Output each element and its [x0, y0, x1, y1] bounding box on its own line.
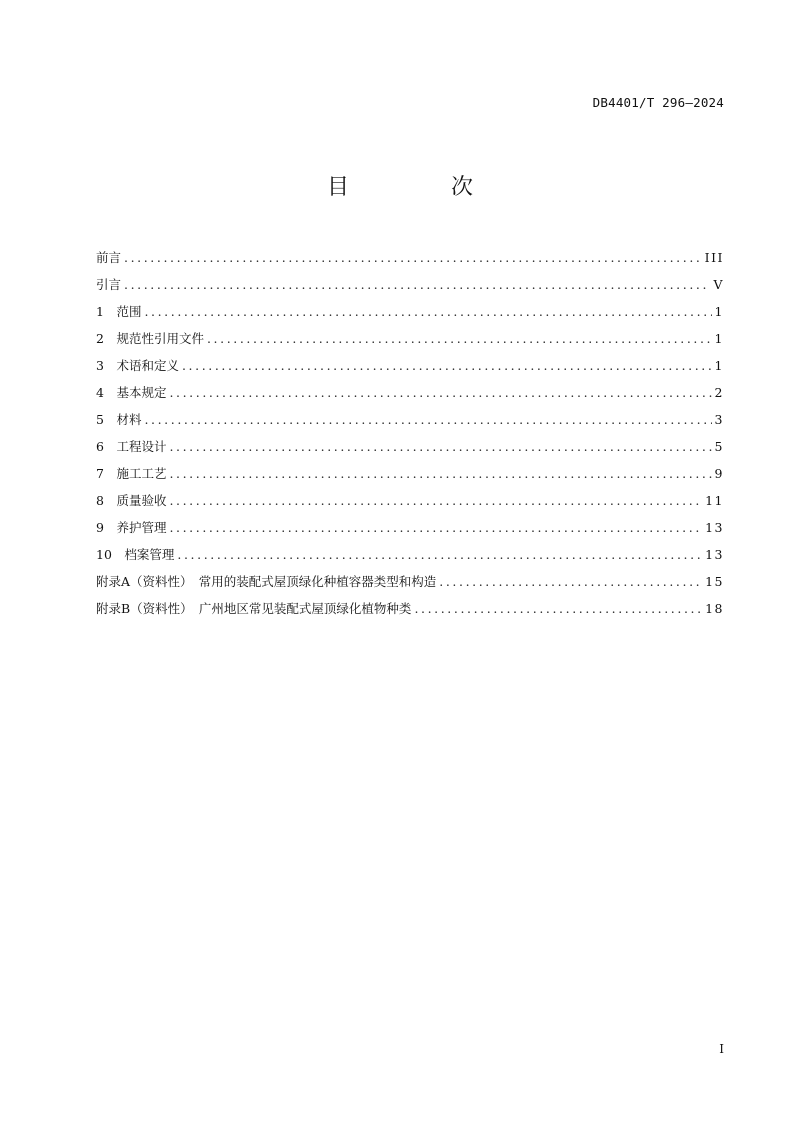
toc-leader-dots [144, 411, 711, 429]
toc-entry-normative-references[interactable] [96, 321, 724, 348]
toc-entry-page: 9 [714, 466, 724, 481]
toc-leader-dots [207, 330, 712, 348]
table-of-contents [96, 240, 724, 618]
page-number: I [719, 1042, 724, 1056]
toc-entry-label: 附录B（资料性） 广州地区常见装配式屋顶绿化植物种类 [96, 601, 412, 616]
toc-entry-label: 8 质量验收 [96, 493, 167, 508]
toc-entry-scope[interactable] [96, 294, 724, 321]
toc-entry-quality-acceptance[interactable] [96, 483, 724, 510]
toc-entry-page: 1 [714, 304, 724, 319]
toc-entry-label: 引言 [96, 277, 122, 292]
toc-entry-label: 6 工程设计 [96, 439, 167, 454]
toc-leader-dots [169, 465, 711, 483]
toc-entry-page: 1 [714, 331, 724, 346]
toc-entry-maintenance[interactable] [96, 510, 724, 537]
toc-entry-materials[interactable] [96, 402, 724, 429]
toc-leader-dots [439, 573, 702, 591]
toc-entry-introduction[interactable] [96, 267, 724, 294]
toc-entry-page: III [704, 250, 724, 265]
document-code: DB4401/T 296—2024 [592, 95, 724, 110]
toc-entry-page: 2 [714, 385, 724, 400]
toc-entry-label: 9 养护管理 [96, 520, 167, 535]
toc-leader-dots [169, 384, 711, 402]
toc-entry-page: 13 [705, 520, 724, 535]
toc-leader-dots [182, 357, 712, 375]
toc-entry-label: 10 档案管理 [96, 547, 175, 562]
toc-leader-dots [414, 600, 702, 618]
toc-entry-page: 15 [705, 574, 724, 589]
toc-entry-label: 2 规范性引用文件 [96, 331, 204, 346]
toc-leader-dots [169, 519, 702, 537]
toc-entry-label: 3 术语和定义 [96, 358, 179, 373]
toc-entry-appendix-a[interactable] [96, 564, 724, 591]
toc-entry-page: 3 [714, 412, 724, 427]
toc-entry-terms[interactable] [96, 348, 724, 375]
toc-entry-archives[interactable] [96, 537, 724, 564]
toc-entry-page: 13 [705, 547, 724, 562]
toc-entry-appendix-b[interactable] [96, 591, 724, 618]
toc-entry-label: 附录A（资料性） 常用的装配式屋顶绿化种植容器类型和构造 [96, 574, 437, 589]
toc-entry-page: 5 [714, 439, 724, 454]
toc-entry-page: 18 [705, 601, 724, 616]
toc-leader-dots [124, 276, 710, 294]
toc-entry-page: V [713, 277, 724, 292]
toc-entry-label: 前言 [96, 250, 122, 265]
toc-entry-foreword[interactable] [96, 240, 724, 267]
toc-entry-label: 5 材料 [96, 412, 142, 427]
toc-leader-dots [124, 249, 702, 267]
toc-leader-dots [169, 492, 702, 510]
toc-entry-page: 1 [714, 358, 724, 373]
toc-entry-engineering-design[interactable] [96, 429, 724, 456]
toc-entry-page: 11 [705, 493, 724, 508]
toc-entry-label: 1 范围 [96, 304, 142, 319]
toc-entry-label: 4 基本规定 [96, 385, 167, 400]
toc-entry-basic-rules[interactable] [96, 375, 724, 402]
toc-leader-dots [169, 438, 711, 456]
toc-leader-dots [177, 546, 702, 564]
toc-leader-dots [144, 303, 711, 321]
page-title: 目 次 [326, 175, 513, 200]
toc-entry-label: 7 施工工艺 [96, 466, 167, 481]
toc-entry-construction[interactable] [96, 456, 724, 483]
